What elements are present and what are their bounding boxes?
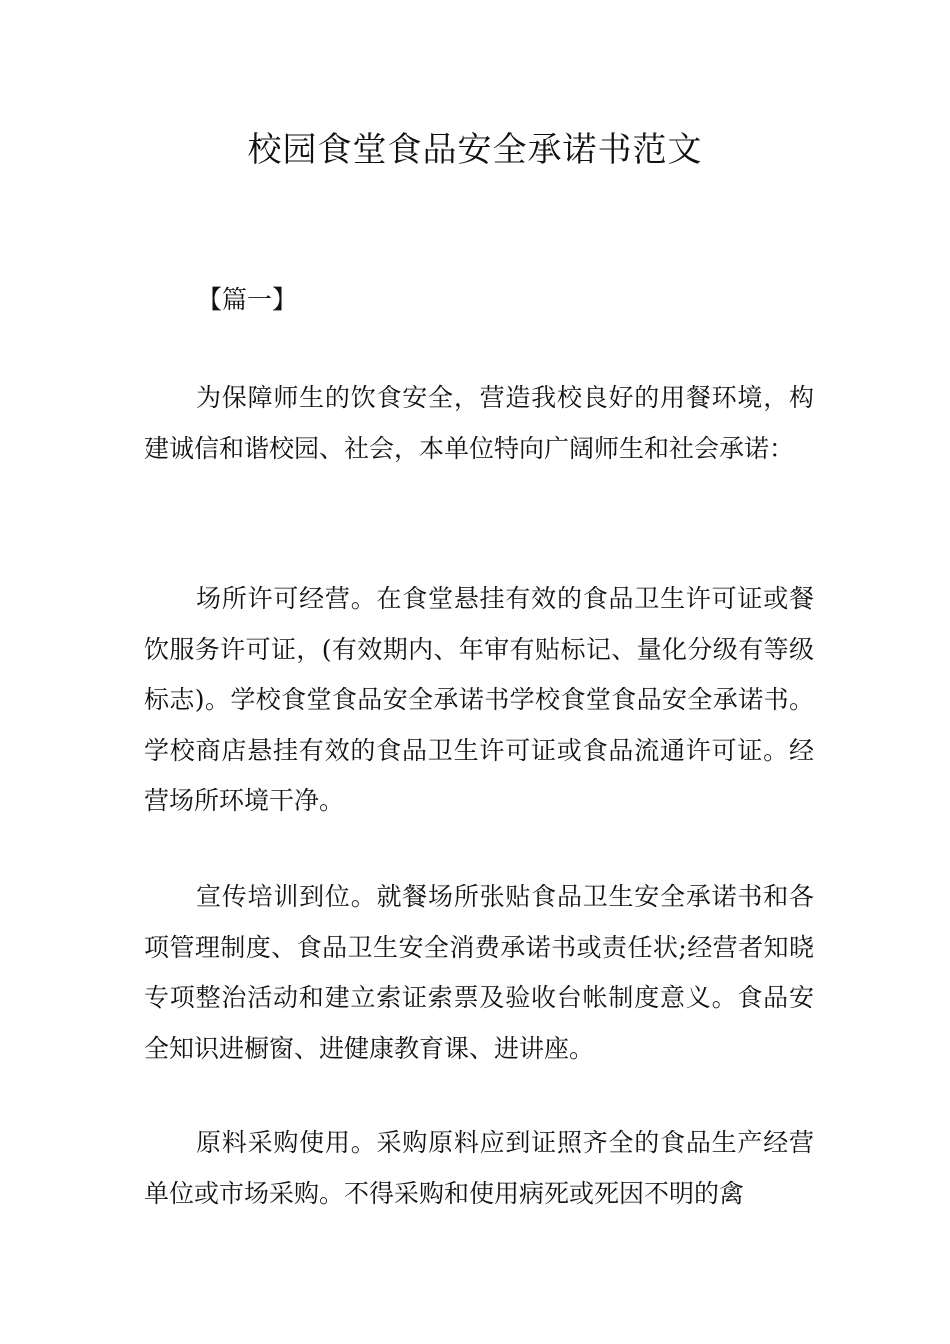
- paragraph-training: 宣传培训到位。就餐场所张贴食品卫生安全承诺书和各项管理制度、食品卫生安全消费承诺书或责任状;经营者知晓专项整治活动和建立索证索票及验收台帐制度意义。食品安全知识进橱窗、进健康教育课、进讲座。: [144, 882, 814, 1063]
- paragraph-license: 场所许可经营。在食堂悬挂有效的食品卫生许可证或餐饮服务许可证，(有效期内、年审有贴标记、量化分级有等级标志)。学校食堂食品安全承诺书学校食堂食品安全承诺书。学校商店悬挂有效的食品卫生许可证或食品流通许可证。经营场所环境干净。: [144, 584, 814, 815]
- paragraph-intro: 为保障师生的饮食安全，营造我校良好的用餐环境，构建诚信和谐校园、社会，本单位特向广阔师生和社会承诺：: [144, 383, 814, 463]
- paragraph-procurement: 原料采购使用。采购原料应到证照齐全的食品生产经营单位或市场采购。不得采购和使用病死或死因不明的禽: [144, 1128, 814, 1208]
- document-title: 校园食堂食品安全承诺书范文: [247, 130, 703, 170]
- section-label: 【篇一】: [197, 285, 298, 314]
